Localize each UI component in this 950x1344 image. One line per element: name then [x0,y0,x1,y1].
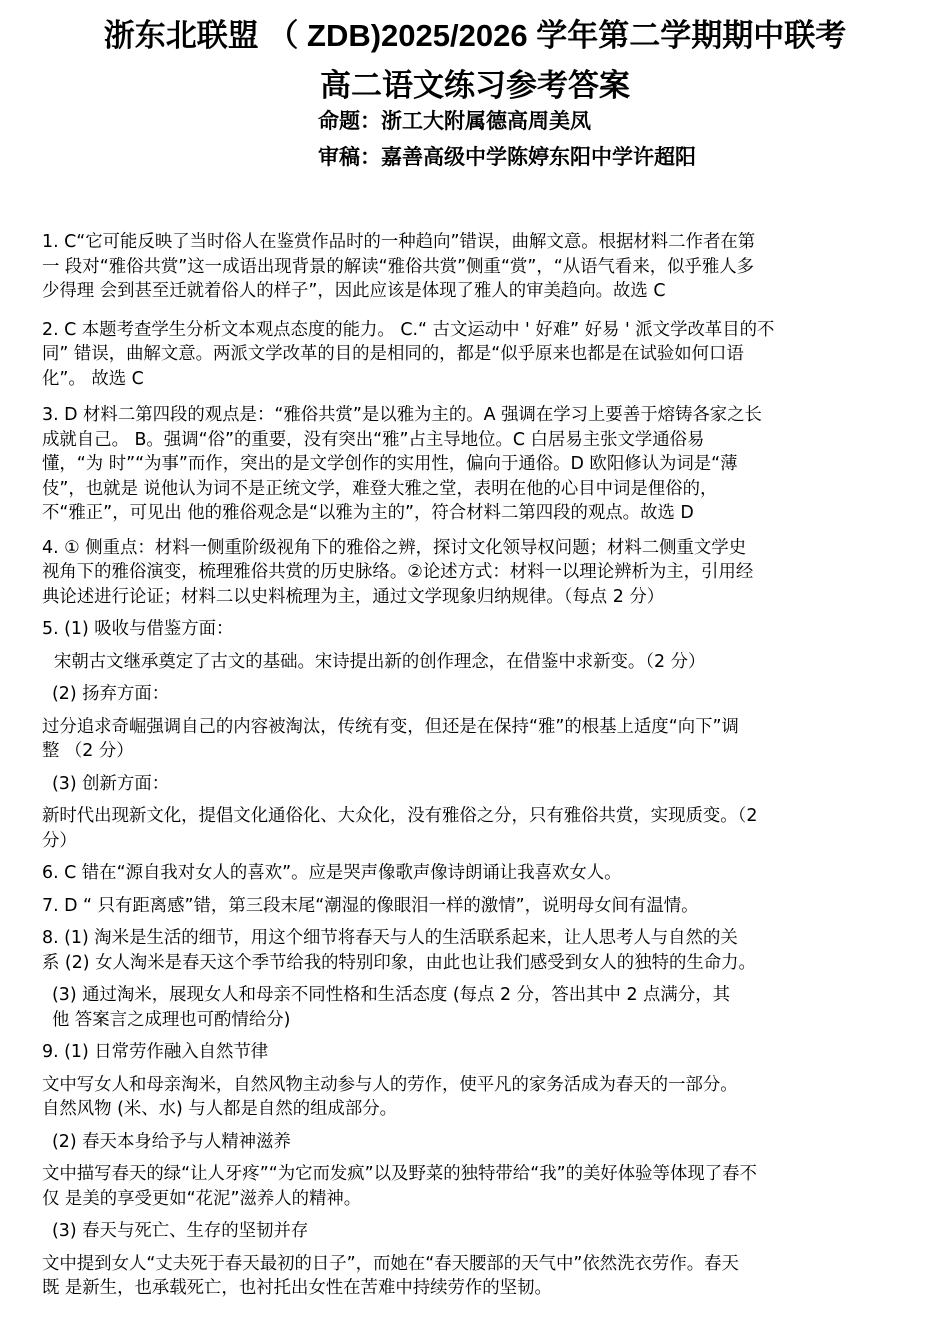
answer-9-heading: 9. (1) 日常劳作融入自然节律 [42,1042,269,1062]
reviewer-credit: 审稿：嘉善高级中学陈婷东阳中学许超阳 [318,145,696,169]
answer-8-part3: (3) 通过淘米，展现女人和母亲不同性格和生活态度 (每点 2 分，答出其中 2 点满分，其 他 答案言之成理也可酌情给分) [52,985,731,1030]
answer-9-part2-text: 文中描写春天的绿“让人牙疼”“为它而发疯”以及野菜的独特带给“我”的美好体验等体现了春不 仅 是美的享受更如“花泥”滋养人的精神。 [42,1164,757,1209]
answer-5-part2-heading: (2) 扬弃方面： [52,684,170,704]
author-credit: 命题：浙工大附属德高周美凤 [318,109,591,133]
answer-6: 6. C 错在“源自我对女人的喜欢”。应是哭声像歌声像诗朗诵让我喜欢女人。 [42,863,622,883]
answer-1: 1. C“它可能反映了当时俗人在鉴赏作品时的一种趋向”错误，曲解文意。根据材料二作者在第 一 段对“雅俗共赏”这一成语出现背景的解读“雅俗共赏”侧重“赏”，“从语气看来，似乎雅人多 少得理 会到甚至迁就着俗人的样子”，因此应该是体现了雅人的审美趋向。故选 C [42,232,756,301]
answer-5-part3-text: 新时代出现新文化，提倡文化通俗化、大众化，没有雅俗之分，只有雅俗共赏，实现质变。（2 分） [42,806,758,851]
answer-3: 3. D 材料二第四段的观点是：“雅俗共赏”是以雅为主的。A 强调在学习上要善于熔铸各家之长 成就自己。 B。强调“俗”的重要，没有突出“雅”占主导地位。C 白居易主张文学通俗易 懂，“为 时”“为事”而作，突出的是文学创作的实用性，偏向于通俗。D 欧阳修认为词是“薄 伎”，也就是 说他认为词不是正统文学，难登大雅之堂，表明在他的心目中词是俚俗的， 不“雅正”，可见出 他的雅俗观念是“以雅为主的”，符合材料二第四段的观点。故选 D [42,405,762,523]
answer-5-part2-text: 过分追求奇崛强调自己的内容被淘汰，传统有变，但还是在保持“雅”的根基上适度“向下”调 整 （2 分） [42,716,739,761]
answer-8: 8. (1) 淘米是生活的细节，用这个细节将春天与人的生活联系起来，让人思考人与自然的关 系 (2) 女人淘米是春天这个季节给我的特别印象，由此也让我们感受到女人的独特的生命力。 [42,928,756,973]
document-subtitle: 高二语文练习参考答案 [320,68,630,104]
document-title: 浙东北联盟 （ ZDB)2025/2026 学年第二学期期中联考 [103,18,847,53]
answer-9-part3-text: 文中提到女人“丈夫死于春天最初的日子”，而她在“春天腰部的天气中”依然洗衣劳作。春天 既 是新生，也承载死亡，也衬托出女性在苦难中持续劳作的坚韧。 [42,1253,739,1298]
answer-list [42,230,912,1301]
answer-5-part3-heading: (3) 创新方面： [52,773,170,794]
answer-9-part3-heading: (3) 春天与死亡、生存的坚韧并存 [52,1221,309,1241]
answer-4: 4. ① 侧重点：材料一侧重阶级视角下的雅俗之辨，探讨文化领导权问题；材料二侧重文学史 视角下的雅俗演变，梳理雅俗共赏的历史脉络。②论述方式：材料一以理论辨析为主，引用经 典论述进行论证；材料二以史料梳理为主，通过文学现象归纳规律。（每点 2 分） [42,537,754,607]
answer-7: 7. D “ 只有距离感”错，第三段末尾“潮湿的像眼泪一样的激情”，说明母女间有温情。 [42,895,699,916]
answer-5-part1-text: 宋朝古文继承奠定了古文的基础。宋诗提出新的创作理念，在借鉴中求新变。（2 分） [54,651,706,672]
answer-9-part2-heading: (2) 春天本身给予与人精神滋养 [52,1131,291,1152]
answer-5-heading: 5. (1) 吸收与借鉴方面： [42,619,234,639]
answer-2: 2. C 本题考查学生分析文本观点态度的能力。 C.“ 古文运动中 ' 好难” 好易 ' 派文学改革目的不 同” 错误，曲解文意。两派文学改革的目的是相同的，都是“似乎原来也都是在试验如何口语 化”。 故选 C [42,319,775,389]
answer-9-part1-text: 文中写女人和母亲淘米，自然风物主动参与人的劳作，使平凡的家务活成为春天的一部分。 自然风物 (米、水) 与人都是自然的组成部分。 [42,1074,738,1119]
